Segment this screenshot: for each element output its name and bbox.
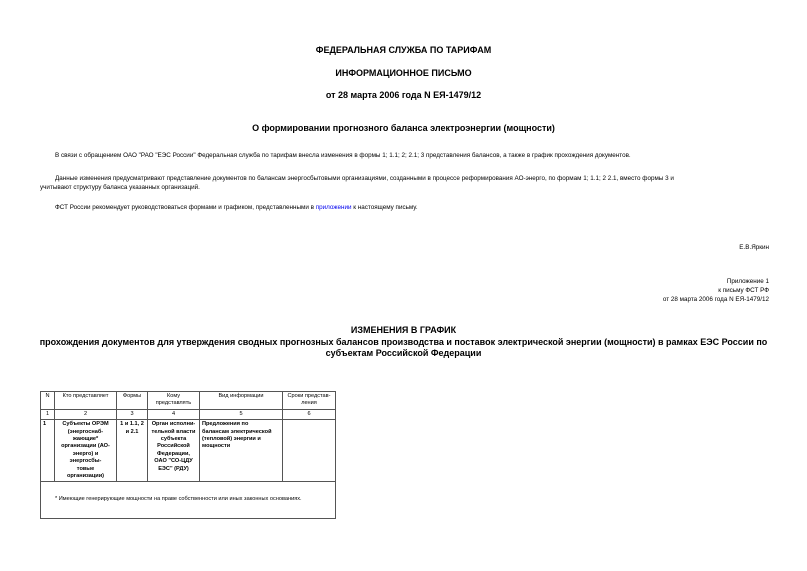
appendix-to-letter: к письму ФСТ РФ: [718, 287, 769, 294]
number-cell: 2: [55, 409, 117, 419]
letter-subject: О формировании прогнозного баланса электроэнергии (мощности): [252, 123, 555, 133]
row-info-line: (тепловой) энергии и: [202, 436, 261, 443]
appendix-subtitle-line-1: прохождения документов для утверждения сводных прогнозных балансов производства и поставок электрической энергии (мощности) в рамках ЕЭС России по: [39, 337, 768, 347]
appendix-label: Приложение 1: [726, 278, 769, 285]
row-to-whom-line: Российской: [157, 443, 190, 450]
row-info-line: балансам электрической: [202, 428, 272, 435]
row-who-line: Субъекты ОРЭМ: [62, 421, 109, 428]
row-forms-line: 1 и 1.1, 2: [120, 421, 144, 428]
row-to-whom-line: Федерации,: [157, 450, 190, 457]
row-who-line: энергосбы-: [69, 458, 102, 465]
header-info: Вид информации: [200, 392, 283, 410]
appendix-title: ИЗМЕНЕНИЯ В ГРАФИК: [350, 325, 457, 335]
header-to-whom-line-2: представлять: [155, 400, 192, 407]
header-to-whom-line-1: Кому: [166, 393, 181, 399]
signature: Е.В.Яркин: [739, 244, 769, 251]
row-to-whom-line: ЕЭС" (РДУ): [158, 465, 189, 472]
appendix-link[interactable]: приложении: [315, 204, 352, 211]
header-who: Кто представляет: [55, 392, 117, 410]
table-footnote-row: [41, 482, 336, 518]
header-n: N: [41, 392, 55, 410]
row-info-line: мощности: [202, 443, 231, 450]
row-forms-line: и 2.1: [125, 428, 139, 435]
number-cell: 3: [117, 409, 148, 419]
number-cell: 4: [148, 409, 200, 419]
paragraph-3-text-after: к настоящему письму.: [351, 204, 418, 211]
appendix-date: от 28 марта 2006 года N ЕЯ-1479/12: [662, 296, 769, 303]
table-row: [41, 420, 336, 482]
paragraph-2-line-2: учитывают структуру баланса указанных организаций.: [40, 184, 200, 191]
number-cell: 5: [200, 409, 283, 419]
row-who-line: организации (АО-: [61, 443, 110, 450]
agency-title: ФЕДЕРАЛЬНАЯ СЛУЖБА ПО ТАРИФАМ: [315, 45, 492, 55]
table-header-row: [41, 392, 336, 410]
row-terms: [283, 420, 336, 482]
row-to-whom: [148, 420, 200, 482]
header-terms-line-1: Сроки представ-: [287, 393, 331, 399]
header-to-whom: [148, 392, 200, 410]
row-who-line: жающие*: [72, 436, 99, 443]
row-to-whom-line: Орган исполни-: [151, 421, 196, 428]
row-who-line: энерго) и: [72, 450, 99, 457]
header-terms-line-2: ления: [301, 400, 317, 407]
schedule-table: [40, 391, 336, 519]
row-forms: [117, 420, 148, 482]
paragraph-1: В связи с обращением ОАО "РАО "ЕЭС России" Федеральная служба по тарифам внесла изменения в формы 1; 1.1; 2; 2.1; 3 представления балансов, а также в график прохождения документов.: [55, 152, 631, 159]
row-who: [55, 420, 117, 482]
number-cell: 1: [41, 409, 55, 419]
row-to-whom-line: субъекта: [160, 436, 187, 443]
row-who-line: (энергоснаб-: [67, 428, 104, 435]
header-forms: Формы: [117, 392, 148, 410]
paragraph-3: [55, 203, 775, 212]
row-info-line: Предложения по: [202, 421, 249, 428]
appendix-subtitle-line-2: субъектам Российской Федерации: [325, 348, 482, 358]
number-cell: 6: [283, 409, 336, 419]
letter-date: от 28 марта 2006 года N ЕЯ-1479/12: [325, 90, 482, 100]
header-terms: [283, 392, 336, 410]
row-to-whom-line: ОАО "СО-ЦДУ: [154, 458, 193, 465]
row-to-whom-line: тельной власти: [151, 428, 196, 435]
row-who-line: товые: [76, 465, 95, 472]
row-info: [200, 420, 283, 482]
document-type: ИНФОРМАЦИОННОЕ ПИСЬМО: [335, 68, 472, 78]
footnote: * Имеющие генерирующие мощности на праве собственности или иных законных основаниях.: [41, 482, 336, 518]
paragraph-2-line-1: Данные изменения предусматривают представление документов по балансам энергосбытовыми организациями, созданными в процессе реформирования АО-энерго, по формам 1; 1.1; 2 2.1, вместо формы 3 и: [55, 175, 674, 182]
table-number-row: [41, 409, 336, 419]
row-who-line: организации): [66, 473, 105, 480]
paragraph-3-text-before: ФСТ России рекомендует руководствоваться формами и графиком, представленными в: [55, 204, 316, 211]
row-n: 1: [41, 420, 55, 482]
